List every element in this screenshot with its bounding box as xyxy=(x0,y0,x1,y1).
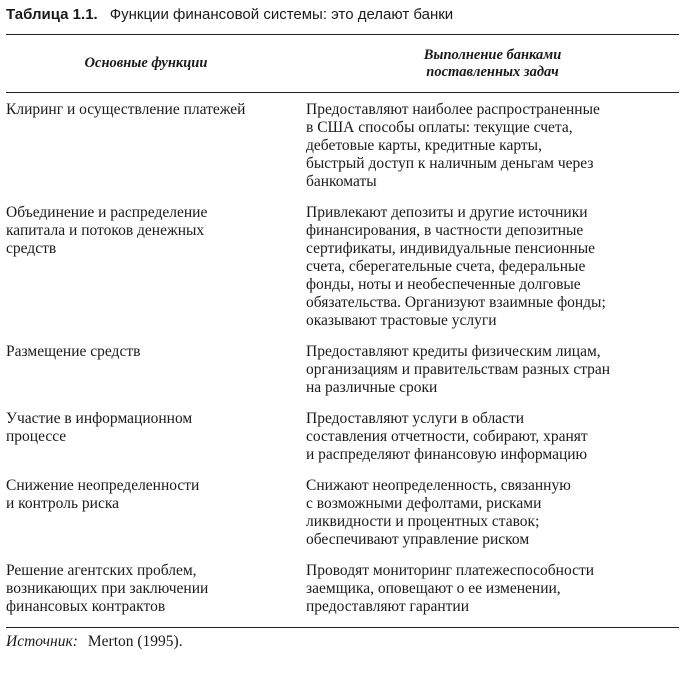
bank-role-line: быстрый доступ к наличным деньгам через xyxy=(306,155,594,172)
function-line: и контроль риска xyxy=(6,495,119,512)
source-text: Merton (1995). xyxy=(87,633,183,650)
function-line: Клиринг и осуществление платежей xyxy=(6,101,246,118)
bank-role-line: Проводят мониторинг платежеспособности xyxy=(306,562,595,579)
table-row xyxy=(6,343,679,397)
bank-role-cell xyxy=(306,101,679,191)
document-page xyxy=(6,0,679,651)
bank-role-line: сертификаты, индивидуальные пенсионные xyxy=(306,240,595,257)
function-cell xyxy=(6,562,306,616)
bank-role-line: Предоставляют наиболее распространенные xyxy=(306,101,600,118)
bank-role-line: счета, сберегательные счета, федеральные xyxy=(306,258,586,275)
bank-role-line: организациям и правительствам разных стран xyxy=(306,361,611,378)
bank-role-line: финансирования, в частности депозитные xyxy=(306,222,584,239)
bank-role-cell xyxy=(306,562,679,616)
column-header-banks xyxy=(306,47,679,81)
table-source xyxy=(6,633,679,651)
source-label: Источник: xyxy=(6,633,78,650)
function-cell xyxy=(6,410,306,464)
table-row xyxy=(6,204,679,330)
bank-role-cell xyxy=(306,204,679,330)
bank-role-line: дебетовые карты, кредитные карты, xyxy=(306,137,542,154)
function-line: Решение агентских проблем, xyxy=(6,562,197,579)
bank-role-line: ликвидности и процентных ставок; xyxy=(306,513,540,530)
function-line: Участие в информационном xyxy=(6,410,193,427)
bank-role-line: обязательства. Организуют взаимные фонды; xyxy=(306,294,606,311)
column-header-banks-line: поставленных задач xyxy=(426,64,559,80)
bank-role-line: обеспечивают управление риском xyxy=(306,531,530,548)
bank-role-line: Предоставляют кредиты физическим лицам, xyxy=(306,343,601,360)
function-line: Объединение и распределение xyxy=(6,204,208,221)
function-cell xyxy=(6,343,306,397)
column-header-functions: Основные функции xyxy=(84,55,208,71)
table-bottom-rule xyxy=(6,627,679,628)
bank-role-cell xyxy=(306,343,679,397)
table-title: Функции финансовой системы: это делают банки xyxy=(109,6,454,23)
table-row xyxy=(6,101,679,191)
bank-role-line: составления отчетности, собирают, хранят xyxy=(306,428,588,445)
bank-role-line: на различные сроки xyxy=(306,379,438,396)
table-number: Таблица 1.1. xyxy=(6,6,98,23)
table-row xyxy=(6,410,679,464)
table-body xyxy=(6,101,679,616)
bank-role-line: Снижают неопределенность, связанную xyxy=(306,477,571,494)
function-line: капитала и потоков денежных xyxy=(6,222,205,239)
function-cell xyxy=(6,477,306,549)
function-line: средств xyxy=(6,240,57,257)
function-cell xyxy=(6,204,306,330)
bank-role-line: Привлекают депозиты и другие источники xyxy=(306,204,588,221)
bank-role-cell xyxy=(306,477,679,549)
bank-role-line: банкоматы xyxy=(306,173,377,190)
function-line: финансовых контрактов xyxy=(6,598,166,615)
bank-role-line: оказывают трастовые услуги xyxy=(306,312,497,329)
bank-role-line: предоставляют гарантии xyxy=(306,598,469,615)
table-row xyxy=(6,477,679,549)
function-cell xyxy=(6,101,306,191)
bank-role-line: Предоставляют услуги в области xyxy=(306,410,525,427)
bank-role-line: фонды, ноты и необеспеченные долговые xyxy=(306,276,581,293)
function-line: Размещение средств xyxy=(6,343,141,360)
table-caption xyxy=(6,6,679,24)
bank-role-line: и распределяют финансовую информацию xyxy=(306,446,588,463)
table-header xyxy=(6,35,679,92)
bank-role-line: заемщика, оповещают о ее изменении, xyxy=(306,580,561,597)
function-line: Снижение неопределенности xyxy=(6,477,200,494)
table-row xyxy=(6,562,679,616)
bank-role-line: с возможными дефолтами, рисками xyxy=(306,495,542,512)
bank-role-cell xyxy=(306,410,679,464)
function-line: возникающих при заключении xyxy=(6,580,209,597)
column-header-banks-line: Выполнение банками xyxy=(423,47,562,63)
table-header-rule xyxy=(6,92,679,93)
function-line: процессе xyxy=(6,428,67,445)
bank-role-line: в США способы оплаты: текущие счета, xyxy=(306,119,573,136)
